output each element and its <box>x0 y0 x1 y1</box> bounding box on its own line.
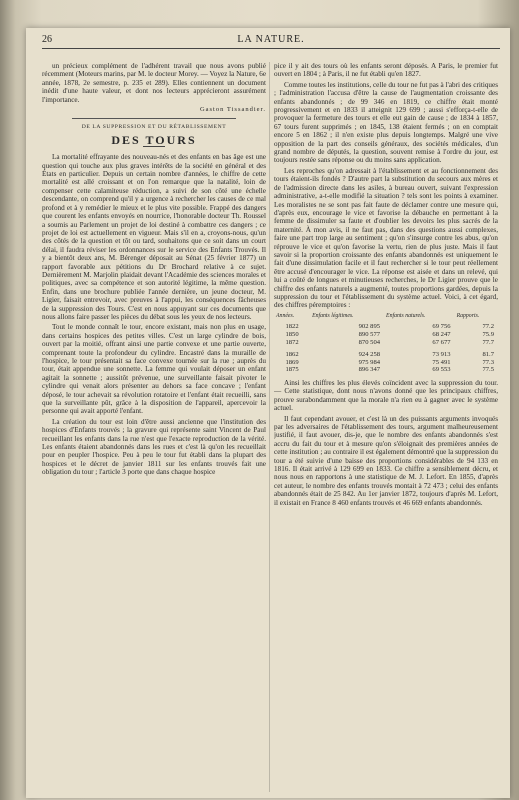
body-paragraph: Les reproches qu'on adressait à l'établissement et au fonctionnement des tours étaient-ils fondés ? D'autre part la substitution du secours aux mères et de l'admission directe dans les asiles, à bureau ouvert, suivant l'expression administrative, a-t-elle modifié la situation ? tels sont les points à examiner. Les moralistes ne se sont pas fait faute de déclamer contre une mesure qui, d'après eux, encourage le vice et favorise la débauche en permettant à la femme de dissimuler sa faute et d'oublier les devoirs les plus sacrés de la maternité. À mon avis, il ne faut pas, dans des questions aussi complexes, faire une part trop large au sentiment ; qu'on s'insurge contre les abus, qu'on réprouve le vice et qu'on favorise la vertu, rien de plus juste. Mais il faut savoir si la proportion croissante des enfants abandonnés est uniquement le fait d'une dissimulation facile et il faut rechercher si le tour peut réellement être accusé d'encourager le vice. La réponse est aisée et dans un relevé, qui lui a coûté de longues et minutieuses recherches, le Dr Ligier prouve que le chiffre des enfants naturels a augmenté, toutes proportions gardées, depuis la suppression du tour et l'établissement du système actuel. Voici, à cet égard, des chiffres péremptoires : <box>274 166 498 310</box>
article-subheading: DE LA SUPPRESSION ET DU RÉTABLISSEMENT <box>81 124 227 131</box>
table-cell: 67 677 <box>432 338 451 346</box>
table-cell: 1872 <box>285 338 299 346</box>
page-number: 26 <box>42 34 52 45</box>
section-separator <box>72 118 236 119</box>
body-paragraph: La mortalité effrayante des nouveau-nés et des enfants en bas âge est une question qui touche aux plus graves intérêts de la société en général et des États en particulier. Depuis un certain nombre d'années, le chiffre de cette mortalité est allé croissant et on l'on remarque que la natalité, loin de compenser cette calamiteuse réduction, a suivi de son côté une échelle descendante, on comprend qu'il y a urgence à rechercher les causes de ce mal profond et à y remédier le mieux et le plus vite possible. Frappé des dangers que courent les enfants envoyés en nourrice, l'honorable docteur Th. Roussel a soumis au Parlement un projet de loi destiné à combattre ces dangers ; ce projet de loi est actuellement en vigueur. Mais s'il en a, croyons-nous, qu'un des côtés de la question et tôt ou tard, souhaitons que ce soit dans un court délai, il faudra réviser les ordonnances sur le service des Enfants Trouvés. Il y a bientôt deux ans, M. Bérenger déposait au Sénat (25 février 1877) un rapport favorable aux pétitions du Dr Brochard relative à ce sujet. Dernièrement M. Marjolin plaidait devant l'Académie des sciences morales et politiques, avec sa compétence et son autorité légitime, la même question. Enfin, dans une brochure publiée l'année dernière, un jeune docteur, M. Ligier, faisait entrevoir, avec preuves à l'appui, les conséquences fâcheuses de la suppression des Tours. C'est en nous appuyant sur ces documents que nous allons faire passer les pièces du débat sous les yeux de nos lecteurs. <box>42 153 266 321</box>
table-cell: 75.9 <box>482 330 494 338</box>
table-cell: 896 347 <box>358 366 381 374</box>
table-cell: 77.5 <box>482 366 494 374</box>
prev-article-paragraph: un précieux complément de l'adhérent travail que nous avons publié récemment (Moteurs marins, par M. le docteur Morey. — Voyez la Nature, 6e année, 1878, 2e semestre, p. 235 et 289). Elles contiennent un document inédit d'une haute valeur, et dont nos lecteurs apprécieront assurément l'importance. <box>42 62 266 104</box>
book-page <box>26 28 510 798</box>
body-paragraph: pice il y ait des tours où les enfants seront déposés. A Paris, le premier fut ouvert en 1804 ; à Paris, il ne fut établi qu'en 1827. <box>274 62 498 79</box>
article-title: DES TOURS <box>111 132 197 147</box>
column-header-ratio: Rapports. <box>456 312 480 319</box>
column-header-years: Années. <box>276 312 295 319</box>
table-cell: 69 756 <box>432 323 451 331</box>
table-cell: 75 491 <box>432 358 451 366</box>
table-cell: 1862 <box>285 351 299 359</box>
births-statistics-table <box>274 313 498 374</box>
table-cell: 81.7 <box>482 351 494 359</box>
table-row <box>274 366 498 374</box>
table-cell: 69 553 <box>432 366 451 374</box>
table-cell: 870 504 <box>358 338 381 346</box>
table-cell: 1850 <box>285 330 299 338</box>
table-cell: 1869 <box>285 358 299 366</box>
running-header <box>42 34 500 48</box>
left-column <box>42 62 266 792</box>
table-row <box>274 339 498 347</box>
body-paragraph: Comme toutes les institutions, celle du tour ne fut pas à l'abri des critiques ; l'administration l'accusa d'être la cause de l'augmentation croissante des enfants abandonnés ; de 99 346 en 1819, ce chiffre était monté progressivement et en 1833 il atteignit 129 699 ; aussi s'efforça-t-elle de provoquer la fermeture des tours et elle eut gain de cause ; de 1834 à 1857, 67 tours furent supprimés ; en 1845, 138 étaient fermés ; on en comptait encore 5 en 1862 ; il n'en existe plus depuis longtemps. Malgré une vive opposition de la part des conseils généraux, des sociétés médicales, d'un grand nombre de députés, la question, souvent remise à l'ordre du jour, est toujours restée sans réponse ou du moins sans application. <box>274 80 498 165</box>
table-cell: 975 984 <box>358 358 381 366</box>
column-gutter <box>269 62 270 792</box>
table-row <box>274 359 498 367</box>
table-row <box>274 331 498 339</box>
table-cell: 77.2 <box>482 323 494 331</box>
body-paragraph: Ainsi les chiffres les plus élevés coïncident avec la suppression du tour. — Cette statistique, dont nous n'avons donné que les principaux chiffres, prouve surabondamment que la morale n'a rien eu à gagner avec le système actuel. <box>274 378 498 413</box>
column-header-natural: Enfants naturels. <box>386 312 426 319</box>
table-cell: 924 258 <box>358 351 381 359</box>
table-cell: 890 577 <box>358 330 381 338</box>
table-cell: 68 247 <box>432 330 451 338</box>
journal-title: LA NATURE. <box>237 34 305 45</box>
table-row <box>274 351 498 359</box>
body-paragraph: La création du tour est loin d'être aussi ancienne que l'institution des hospices d'Enfants trouvés ; la gravure qui représente saint Vincent de Paul recueillant les enfants dans la rue n'est que l'exacte reproduction de la vérité. Les enfants étaient abandonnés dans les rues et c'est là qu'on les recueillait pour en peupler l'hospice. Peu à peu le tour fut établi dans la plupart des hospices et le décret de janvier 1811 sur les enfants trouvés fait une obligation du tour ; l'article 3 porte que dans chaque hospice <box>42 417 266 477</box>
table-cell: 1822 <box>285 323 299 331</box>
table-cell: 73 913 <box>432 351 451 359</box>
table-cell: 1875 <box>285 366 299 374</box>
body-paragraph: Tout le monde connaît le tour, encore existant, mais non plus en usage, dans certains hospices des petites villes. C'est un large cylindre de bois, ouvert par la moitié, offrant ainsi une partie convexe et une partie ouverte, comprenant toute la profondeur du cylindre. Encastré dans la muraille de l'hospice, le tour présentait sa face convexe tournée sur la rue ; auprès du tour, était appendue une sonnette. La femme qui voulait déposer un enfant agitait la sonnette ; aussitôt prévenue, une surveillante faisait pivoter le cylindre qui venait alors présenter au dehors sa face concave ; l'enfant déposé, le tour achevait sa révolution rotatoire et l'enfant était recueilli, sans que la surveillante pût, grâce à la disposition de l'appareil, apercevoir la personne qui avait apporté l'enfant. <box>42 323 266 416</box>
table-row <box>274 323 498 331</box>
article-signature: Gaston Tissandier. <box>199 106 266 114</box>
table-header-row <box>274 313 498 324</box>
header-rule <box>42 48 500 49</box>
table-cell: 77.7 <box>482 338 494 346</box>
body-paragraph: Il faut cependant avouer, et c'est là un des puissants arguments invoqués par les adversaires de l'établissement des tours, argument malheureusement justifié, il faut avouer, dis-je, que le nombre des enfants abandonnés s'est accru du fait du tour et à mesure qu'on s'éloignait des premières années de cette institution ; au contraire il est également démontré que la suppression du tour a été suivie d'une baisse des proportions considérables de 94 133 en 1816. Il était arrivé à 129 699 en 1833. Ce chiffre a sensiblement décru, et nous nous en rapportons à une statistique de M. J. Lefort. En 1855, d'après cet auteur, le nombre des enfants trouvés montait à 72 473 ; celui des enfants abandonnés était de 25 842. Au 1er janvier 1872, toujours d'après M. Lefort, il existait en France 8 460 enfants trouvés et 46 669 enfants abandonnés. <box>274 414 498 507</box>
column-header-legitimate: Enfants légitimes. <box>312 312 354 319</box>
table-cell: 902 895 <box>358 323 381 331</box>
table-cell: 77.3 <box>482 358 494 366</box>
right-column <box>274 62 498 792</box>
